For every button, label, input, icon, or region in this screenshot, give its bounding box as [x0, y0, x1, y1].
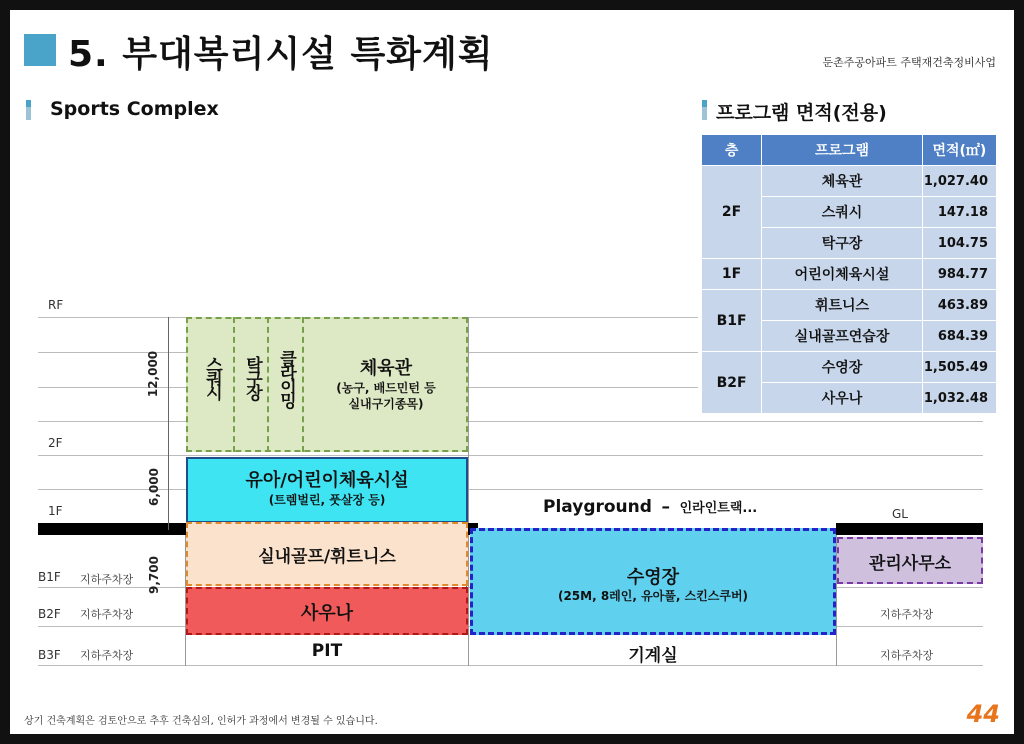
floor-label-2f: 2F — [48, 436, 63, 450]
program-cell: 탁구장 — [762, 228, 923, 259]
playground-detail: 인라인트랙... — [679, 501, 758, 516]
table-row — [702, 352, 997, 383]
floor-line — [38, 421, 983, 422]
dimension-line — [168, 317, 169, 530]
program-cell: 휘트니스 — [762, 290, 923, 321]
room-pool-detail: (25M, 8레인, 유아풀, 스킨스쿠버) — [557, 589, 749, 603]
room-kids-detail: (트렘벌린, 풋살장 등) — [268, 493, 386, 507]
section-marker — [26, 100, 31, 120]
room-gym: 체육관 — [359, 358, 413, 379]
floor-line — [38, 455, 983, 456]
floor-label-rf: RF — [48, 298, 64, 312]
page-number: 44 — [966, 700, 1000, 728]
parking-label: 지하주차장 — [80, 649, 134, 662]
area-cell: 104.75 — [922, 228, 996, 259]
area-cell: 1,027.40 — [922, 166, 996, 197]
area-cell: 1,032.48 — [922, 383, 996, 414]
playground-dash: – — [661, 497, 671, 517]
section-marker-right — [702, 100, 707, 120]
footnote: 상기 건축계획은 검토안으로 추후 건축심의, 인허가 과정에서 변경될 수 있습니다. — [24, 716, 378, 727]
floor-cell: 2F — [702, 166, 762, 259]
table-header: 면적(㎡) — [922, 135, 996, 166]
ground-level-label: GL — [892, 507, 908, 521]
floor-label-1f: 1F — [48, 504, 63, 518]
table-header: 층 — [702, 135, 762, 166]
section-title-left: Sports Complex — [50, 98, 219, 120]
area-cell: 984.77 — [922, 259, 996, 290]
table-header: 프로그램 — [762, 135, 923, 166]
program-cell: 어린이체육시설 — [762, 259, 923, 290]
ground-line — [38, 523, 186, 535]
partition — [233, 317, 235, 452]
area-cell: 1,505.49 — [922, 352, 996, 383]
floor-cell: 1F — [702, 259, 762, 290]
program-cell: 사우나 — [762, 383, 923, 414]
room-kids: 유아/어린이체육시설 — [245, 470, 409, 491]
ground-line — [836, 523, 983, 535]
floor-cell: B1F — [702, 290, 762, 352]
room-machine: 기계실 — [628, 646, 678, 666]
program-cell: 수영장 — [762, 352, 923, 383]
dimension-12000: 12,000 — [146, 350, 160, 398]
area-cell: 463.89 — [922, 290, 996, 321]
page-title: 5. 부대복리시설 특화계획 — [68, 34, 494, 75]
room-office: 관리사무소 — [868, 554, 952, 574]
dimension-9700: 9,700 — [147, 556, 161, 594]
dimension-6000: 6,000 — [147, 468, 161, 506]
program-cell: 스쿼시 — [762, 197, 923, 228]
table-row — [702, 259, 997, 290]
area-cell: 684.39 — [922, 321, 996, 352]
table-row — [702, 290, 997, 321]
floor-label-b3f: B3F — [38, 648, 61, 662]
floor-label-b1f: B1F — [38, 570, 61, 584]
room-gym-detail-1: (농구, 배드민턴 등 — [336, 381, 436, 395]
grid-line — [468, 317, 469, 666]
program-cell: 체육관 — [762, 166, 923, 197]
floor-cell: B2F — [702, 352, 762, 414]
parking-label: 지하주차장 — [80, 608, 134, 621]
parking-label: 지하주차장 — [880, 608, 934, 621]
parking-label: 지하주차장 — [880, 649, 934, 662]
playground-title: Playground — [543, 497, 652, 517]
room-gym-detail-2: 실내구기종목) — [348, 397, 424, 411]
slide — [10, 10, 1014, 734]
floor-label-b2f: B2F — [38, 607, 61, 621]
room-squash: 스쿼시 — [202, 356, 222, 398]
parking-label: 지하주차장 — [80, 573, 134, 586]
room-pit: PIT — [311, 641, 343, 661]
area-cell: 147.18 — [922, 197, 996, 228]
room-golf: 실내골프/휘트니스 — [258, 547, 396, 567]
title-marker — [24, 34, 56, 66]
room-pingpong: 탁구장 — [242, 356, 262, 398]
table-row — [702, 166, 997, 197]
playground-label — [543, 497, 757, 517]
room-pool: 수영장 — [626, 567, 680, 588]
room-climbing: 클라이밍 — [276, 350, 296, 406]
project-name: 둔촌주공아파트 주택재건축정비사업 — [822, 56, 996, 69]
program-area-table — [701, 134, 997, 414]
floor-line — [38, 489, 983, 490]
room-sauna: 사우나 — [300, 603, 354, 624]
section-title-right: 프로그램 면적(전용) — [716, 102, 887, 124]
program-cell: 실내골프연습장 — [762, 321, 923, 352]
partition — [267, 317, 269, 452]
